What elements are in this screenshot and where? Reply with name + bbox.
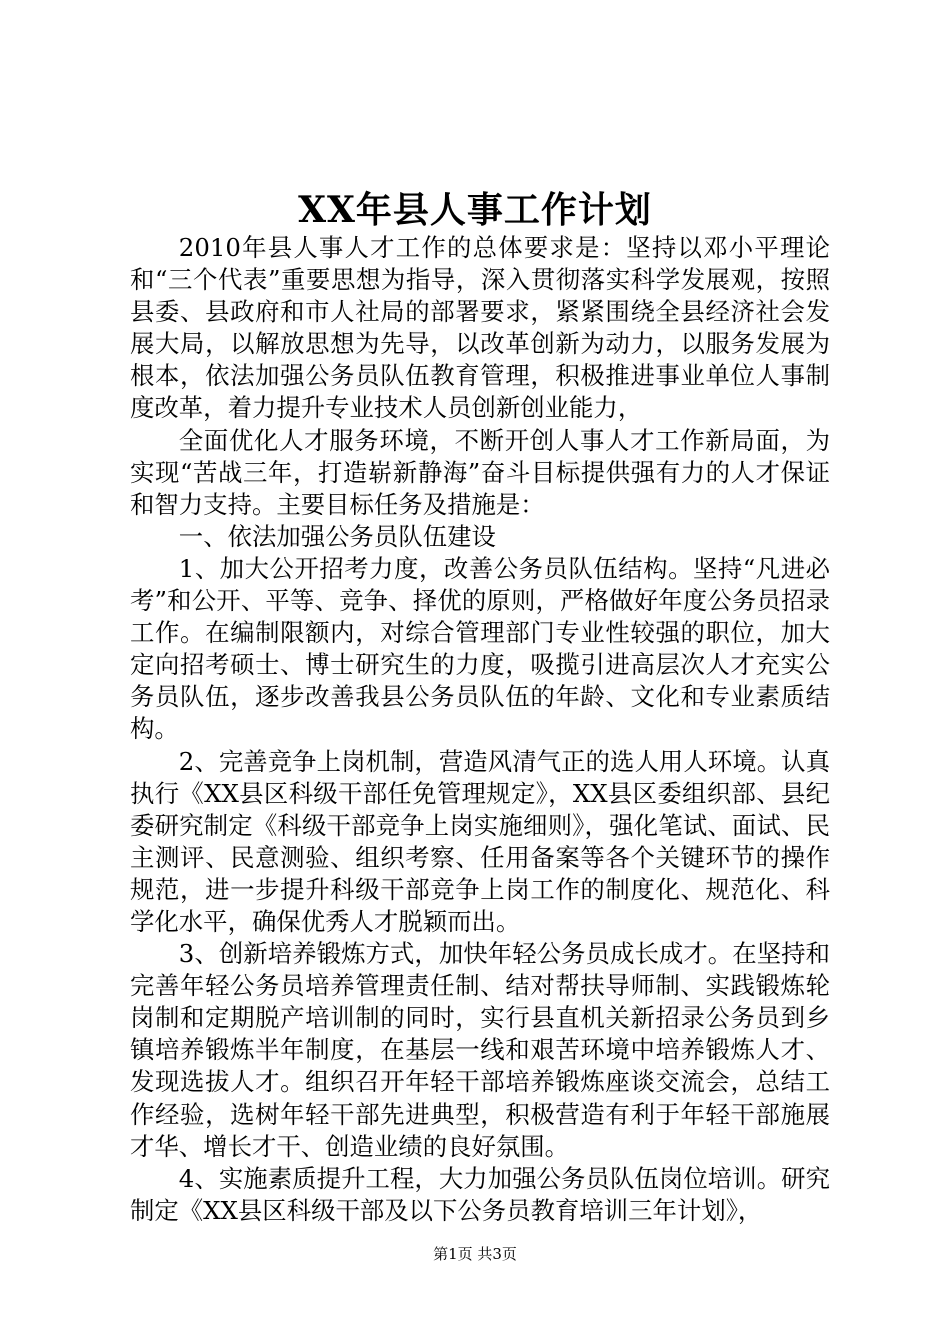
- document-body: [130, 232, 830, 1227]
- paragraph: 2010年县人事人才工作的总体要求是：坚持以邓小平理论和“三个代表”重要思想为指导，深入贯彻落实科学发展观，按照县委、县政府和市人社局的部署要求，紧紧围绕全县经济社会发展大局，以解放思想为先导，以改革创新为动力，以服务发展为根本，依法加强公务员队伍教育管理，积极推进事业单位人事制度改革，着力提升专业技术人员创新创业能力，: [130, 233, 830, 423]
- paragraph: 1、加大公开招考力度，改善公务员队伍结构。坚持“凡进必考”和公开、平等、竞争、择优的原则，严格做好年度公务员招录工作。在编制限额内，对综合管理部门专业性较强的职位，加大定向招考硕士、博士研究生的力度，吸揽引进高层次人才充实公务员队伍，逐步改善我县公务员队伍的年龄、文化和专业素质结构。: [130, 553, 830, 744]
- document-title: XX年县人事工作计划: [298, 189, 652, 231]
- paragraph: 2、完善竞争上岗机制，营造风清气正的选人用人环境。认真执行《XX县区科级干部任免管理规定》，XX县区委组织部、县纪委研究制定《科级干部竞争上岗实施细则》，强化笔试、面试、民主测评、民意测验、组织考察、任用备案等各个关键环节的操作规范，进一步提升科级干部竞争上岗工作的制度化、规范化、科学化水平，确保优秀人才脱颖而出。: [130, 746, 830, 936]
- paragraph: 4、实施素质提升工程，大力加强公务员队伍岗位培训。研究制定《XX县区科级干部及以下公务员教育培训三年计划》，: [130, 1163, 830, 1225]
- paragraph: 3、创新培养锻炼方式，加快年轻公务员成长成才。在坚持和完善年轻公务员培养管理责任制、结对帮扶导师制、实践锻炼轮岗制和定期脱产培训制的同时，实行县直机关新招录公务员到乡镇培养锻炼半年制度，在基层一线和艰苦环境中培养锻炼人才、发现选拔人才。组织召开年轻干部培养锻炼座谈交流会，总结工作经验，选树年轻干部先进典型，积极营造有利于年轻干部施展才华、增长才干、创造业绩的良好氛围。: [130, 939, 830, 1161]
- page-number: 第1页 共3页: [433, 1245, 517, 1263]
- paragraph: 全面优化人才服务环境，不断开创人事人才工作新局面，为实现“苦战三年，打造崭新静海”奋斗目标提供强有力的人才保证和智力支持。主要目标任务及措施是：: [130, 425, 830, 519]
- section-heading: 一、依法加强公务员队伍建设: [178, 521, 496, 551]
